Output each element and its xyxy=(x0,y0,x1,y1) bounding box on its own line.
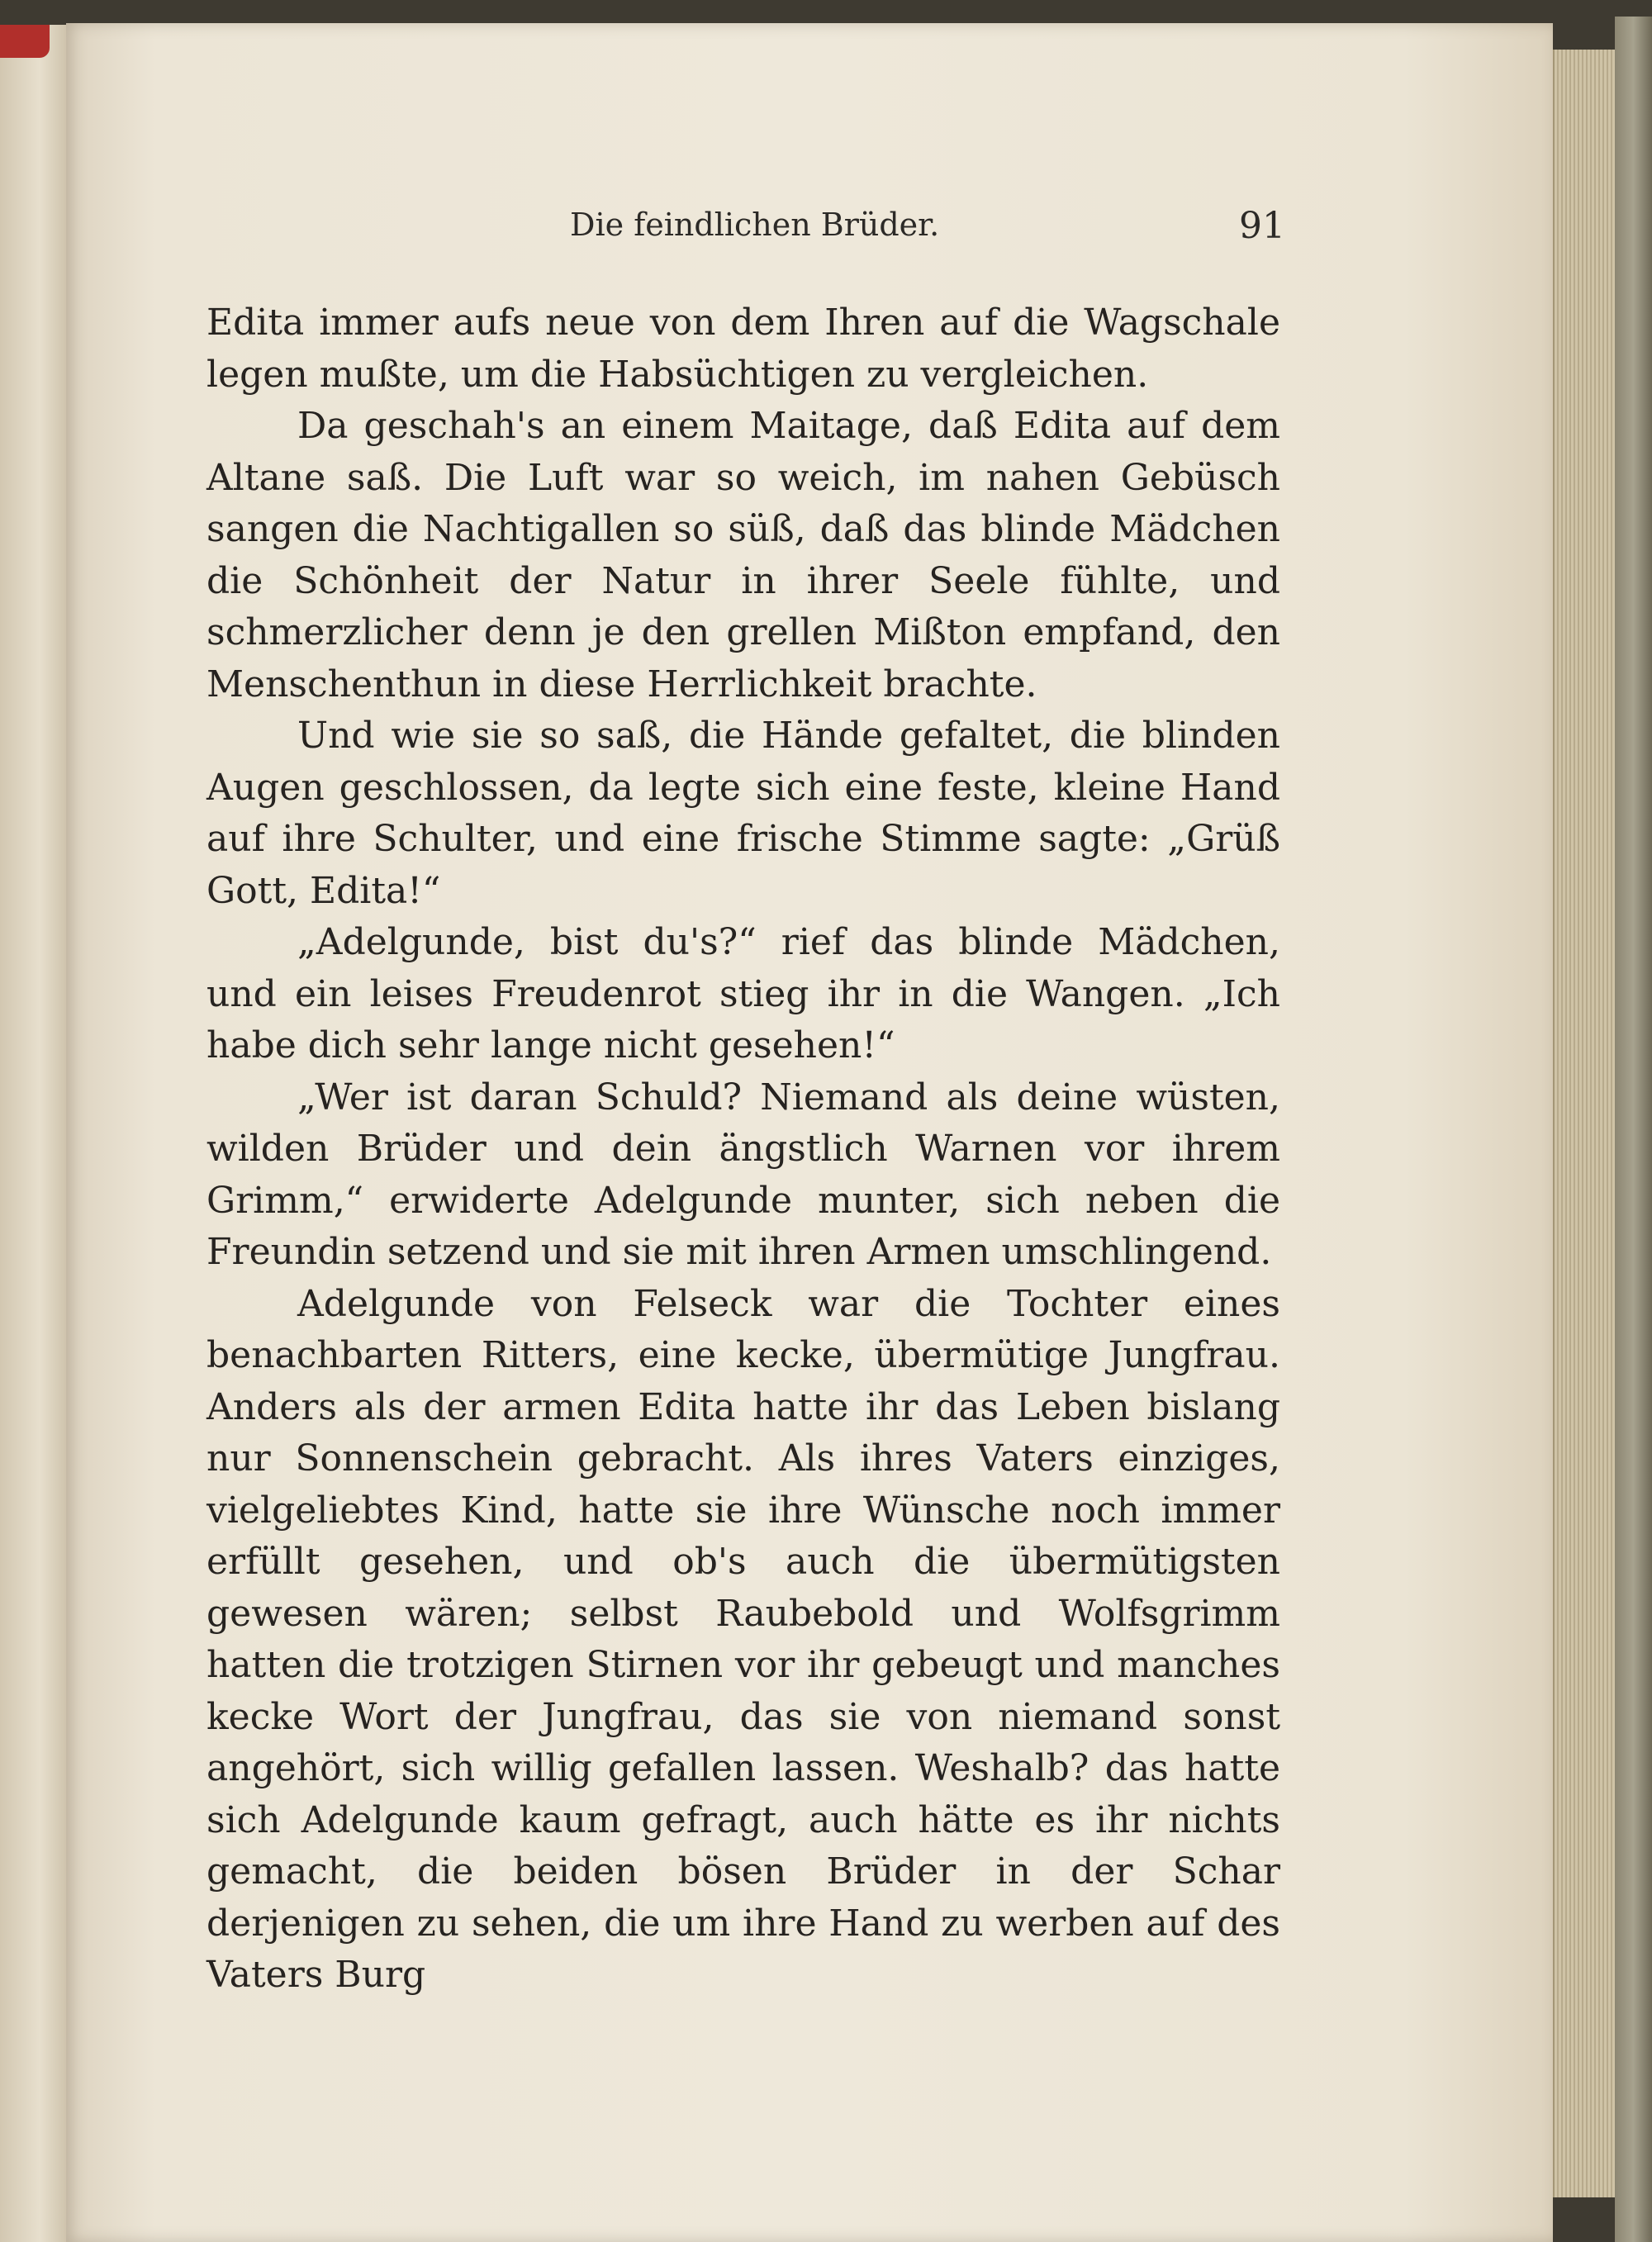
body-text xyxy=(206,297,1280,2002)
paragraph: Da geschah's an einem Maitage, daß Edita auf dem Altane saß. Die Luft war so weich, im nahen Gebüsch sangen die Nachtigallen so süß, daß das blinde Mädchen die Schönheit der Natur in ihrer Seele fühlte, und schmerzlicher denn je den grellen Mißton empfand, den Menschenthun in diese Herrlichkeit brachte. xyxy=(206,405,1280,705)
paragraph: Und wie sie so saß, die Hände gefaltet, die blinden Augen geschlossen, da legte sich eine feste, kleine Hand auf ihre Schulter, und eine frische Stimme sagte: „Grüß Gott, Edita!“ xyxy=(206,715,1280,912)
paragraph: „Adelgunde, bist du's?“ rief das blinde Mädchen, und ein leises Freudenrot stieg ihr in die Wangen. „Ich habe dich sehr lange nicht gesehen!“ xyxy=(206,921,1280,1066)
paragraph: „Wer ist daran Schuld? Niemand als deine wüsten, wilden Brüder und dein ängstlich Warnen vor ihrem Grimm,“ erwiderte Adelgunde munter, sich neben die Freundin setzend und sie mit ihren Armen umschlingend. xyxy=(206,1076,1280,1273)
page-number: 91 xyxy=(1239,205,1285,247)
paragraph: Edita immer aufs neue von dem Ihren auf die Wagschale legen mußte, um die Habsüchtigen zu vergleichen. xyxy=(206,302,1280,396)
running-header: Die feindlichen Brüder. xyxy=(570,207,940,243)
red-bookmark xyxy=(0,25,50,58)
book-cover-edge xyxy=(1615,17,1652,2242)
page-stack-edges xyxy=(1553,50,1621,2197)
previous-page-edge xyxy=(0,25,68,2242)
paragraph: Adelgunde von Felseck war die Tochter eines benachbarten Ritters, eine kecke, übermütige Jungfrau. Anders als der armen Edita hatte ihr das Leben bislang nur Sonnenschein gebracht. Als ihres Vaters einziges, vielgeliebtes Kind, hatte sie ihre Wünsche noch immer erfüllt gesehen, und ob's auch die übermütigsten gewesen wären; selbst Raubebold und Wolfsgrimm hatten die trotzigen Stirnen vor ihr gebeugt und manches kecke Wort der Jungfrau, das sie von niemand sonst angehört, sich willig gefallen lassen. Weshalb? das hatte sich Adelgunde kaum gefragt, auch hätte es ihr nichts gemacht, die beiden bösen Brüder in der Schar derjenigen zu sehen, die um ihre Hand zu werben auf des Vaters Burg xyxy=(206,1282,1280,1996)
